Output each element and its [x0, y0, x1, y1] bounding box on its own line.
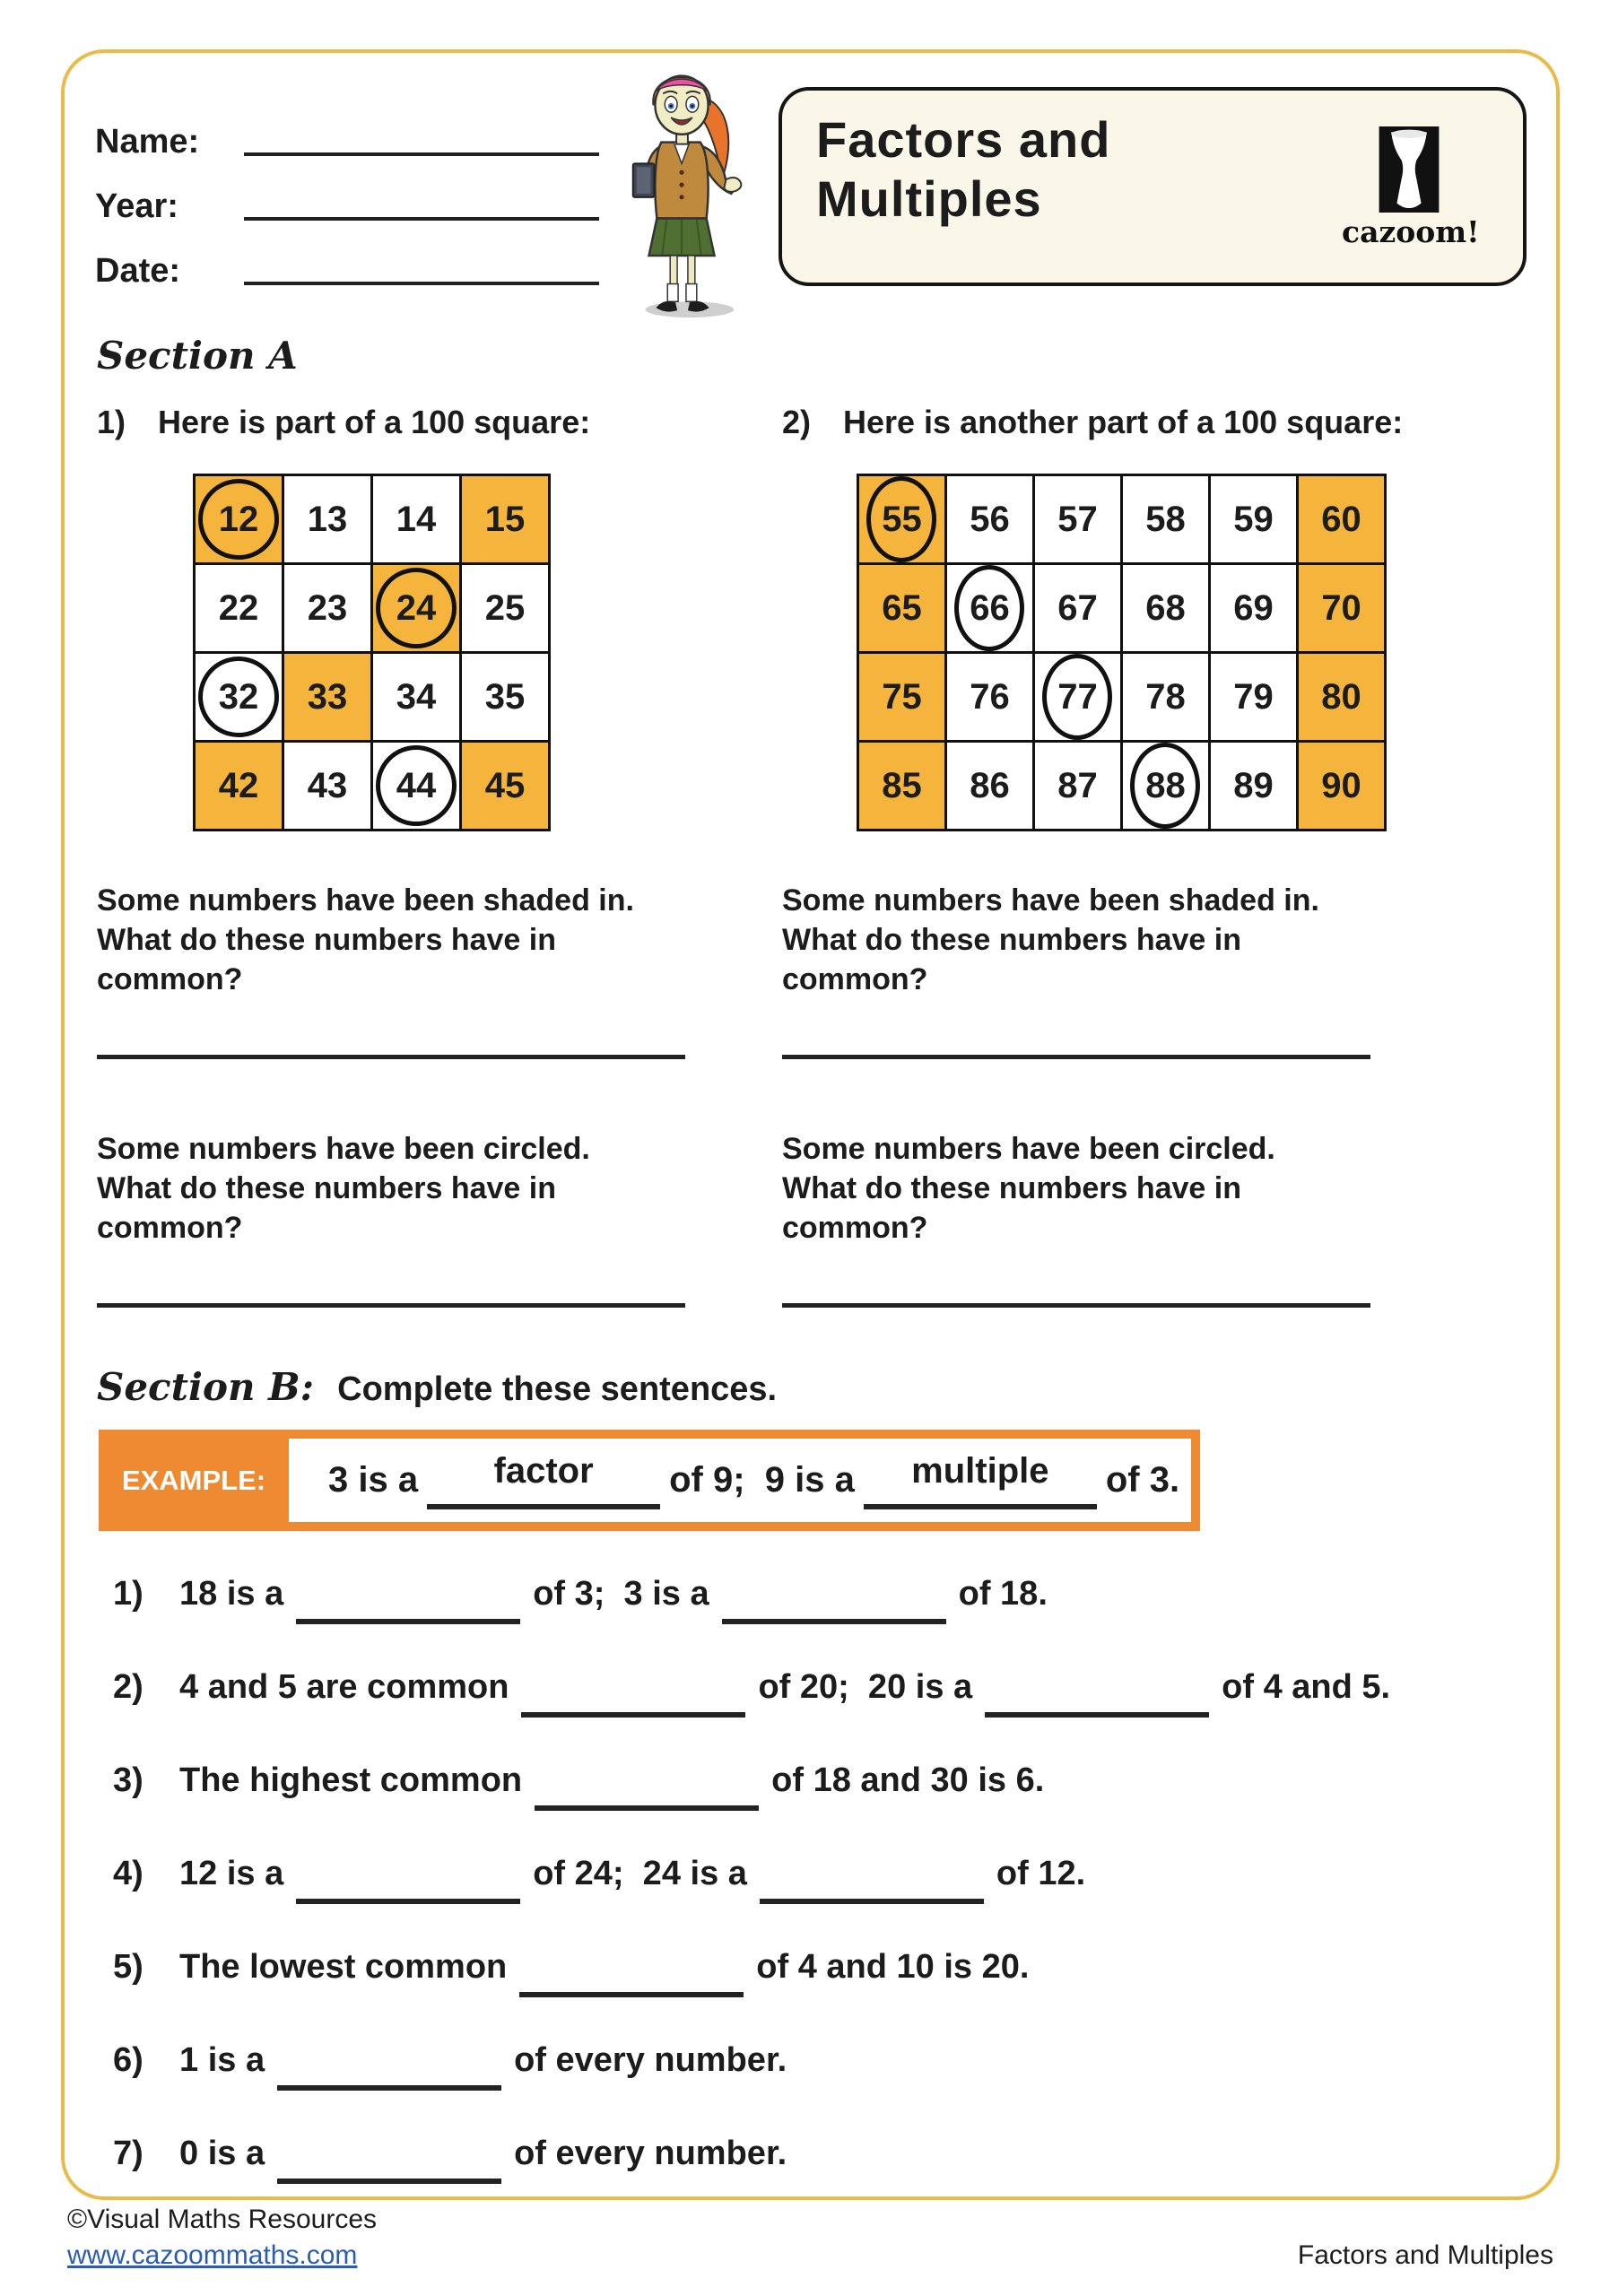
grid-1-prompts	[97, 881, 691, 1308]
answer-blank[interactable]	[296, 1592, 520, 1624]
worksheet-title	[816, 110, 1110, 229]
grid-cell-14	[373, 476, 459, 562]
grid-cell-33	[284, 654, 370, 740]
footer-website-link[interactable]: www.cazoommaths.com	[67, 2240, 358, 2270]
answer-blank[interactable]	[760, 1872, 984, 1904]
cell-number: 79	[1233, 676, 1274, 717]
grid-cell-68	[1123, 565, 1208, 651]
answer-blank[interactable]	[277, 2152, 501, 2184]
circle-mark	[376, 568, 457, 648]
cell-number: 15	[484, 499, 526, 539]
sentence-number: 7)	[113, 2135, 144, 2172]
cell-number: 14	[396, 499, 437, 539]
prompt-line: common?	[97, 962, 243, 996]
prompt-line: common?	[782, 962, 928, 996]
grid-2-prompts	[782, 881, 1376, 1308]
cell-number: 23	[307, 587, 348, 628]
sentence-text: of 9; 9 is a	[669, 1460, 855, 1500]
example-sentence	[289, 1439, 1191, 1522]
cazoom-logo-icon	[1377, 126, 1441, 213]
sentence-item	[113, 1855, 1512, 1948]
grid-cell-78	[1123, 654, 1208, 740]
sentence-text: of 12.	[996, 1855, 1086, 1892]
cell-number: 69	[1233, 587, 1274, 628]
grid-cell-15	[462, 476, 548, 562]
sentence-list	[113, 1575, 1512, 2228]
grid-cell-89	[1211, 743, 1296, 829]
cell-number: 88	[1145, 765, 1186, 805]
grid-cell-55	[859, 476, 944, 562]
prompt-line: Some numbers have been circled.	[782, 1132, 1275, 1166]
grid-cell-85	[859, 743, 944, 829]
section-b-heading	[97, 1365, 777, 1409]
sentence-body	[179, 1855, 1085, 1904]
sentence-text: of 3.	[1105, 1460, 1180, 1500]
question-1	[97, 404, 590, 441]
sentence-number: 3)	[113, 1761, 144, 1799]
header-field-row	[95, 100, 599, 165]
sentence-text: of 18 and 30 is 6.	[771, 1761, 1045, 1799]
grid-cell-75	[859, 654, 944, 740]
grid-cell-88	[1123, 743, 1208, 829]
cell-number: 44	[396, 765, 437, 805]
cell-number: 42	[218, 765, 259, 805]
sentence-text: of 4 and 5.	[1222, 1668, 1391, 1706]
question-2-text: Here is another part of a 100 square:	[843, 404, 1404, 440]
sentence-item	[113, 1575, 1512, 1668]
sentence-text: of 3; 3 is a	[533, 1575, 709, 1613]
sentence-text: 3 is a	[328, 1460, 419, 1500]
title-line-1: Factors and	[816, 111, 1111, 168]
cell-number: 86	[970, 765, 1010, 805]
answer-write-line[interactable]	[97, 1303, 685, 1308]
grid-cell-67	[1035, 565, 1120, 651]
sentence-number: 6)	[113, 2041, 144, 2079]
cell-number: 77	[1057, 676, 1098, 717]
sentence-text: The lowest common	[179, 1948, 508, 1986]
circle-mark	[1042, 654, 1112, 740]
question-2	[782, 404, 1403, 441]
grid-cell-44	[373, 743, 459, 829]
shaded-question	[97, 881, 691, 999]
cell-number: 34	[396, 676, 437, 717]
grid-cell-76	[947, 654, 1032, 740]
sentence-text: 12 is a	[179, 1855, 284, 1892]
cell-number: 45	[484, 765, 526, 805]
prompt-line: Some numbers have been shaded in.	[782, 883, 1319, 918]
grid-cell-23	[284, 565, 370, 651]
hand	[724, 178, 741, 192]
circle-mark	[954, 565, 1024, 651]
circle-mark	[376, 745, 457, 826]
cell-number: 78	[1145, 676, 1186, 717]
question-1-text: Here is part of a 100 square:	[158, 404, 591, 440]
cell-number: 57	[1057, 499, 1098, 539]
cell-number: 33	[307, 676, 348, 717]
title-box	[779, 87, 1527, 286]
prompt-line: common?	[782, 1211, 928, 1245]
circle-mark	[198, 657, 279, 737]
section-b-label: Section B:	[97, 1365, 315, 1409]
circled-question	[97, 1129, 691, 1248]
sentence-text: of 4 and 10 is 20.	[756, 1948, 1030, 1986]
cell-number: 55	[882, 499, 922, 539]
grid-cell-22	[196, 565, 282, 651]
prompt-line: What do these numbers have in	[782, 1171, 1241, 1205]
field-label: Year:	[95, 187, 178, 225]
cell-number: 35	[484, 676, 526, 717]
sentence-body	[179, 1948, 1029, 1997]
answer-blank[interactable]	[985, 1685, 1209, 1718]
answer-write-line[interactable]	[782, 1303, 1370, 1308]
cell-number: 60	[1321, 499, 1361, 539]
sentence-body	[179, 2135, 787, 2184]
grid-cell-70	[1299, 565, 1384, 651]
circled-question	[782, 1129, 1376, 1248]
header-field-row	[95, 230, 599, 294]
circle-mark	[1130, 743, 1200, 829]
cell-number: 67	[1057, 587, 1098, 628]
grid-cell-90	[1299, 743, 1384, 829]
grid-cell-66	[947, 565, 1032, 651]
sentence-text: of every number.	[514, 2135, 787, 2172]
book-pages	[637, 167, 651, 194]
prompt-line: What do these numbers have in	[97, 923, 556, 957]
answer-blank[interactable]	[722, 1592, 946, 1624]
cell-number: 25	[484, 587, 526, 628]
grid-cell-56	[947, 476, 1032, 562]
footer-copyright: ©Visual Maths Resources	[67, 2205, 378, 2234]
sentence-item	[113, 1948, 1512, 2041]
cell-number: 87	[1057, 765, 1098, 805]
answer-blank[interactable]	[519, 1965, 744, 1997]
example-filled-blank: factor	[427, 1451, 660, 1509]
cazoom-logo-text: cazoom!	[1342, 214, 1480, 249]
cazoom-logo	[1342, 126, 1480, 249]
sentence-number: 1)	[113, 1575, 144, 1613]
field-write-line[interactable]	[244, 282, 599, 285]
grid-cell-58	[1123, 476, 1208, 562]
sentence-number: 4)	[113, 1855, 144, 1892]
question-2-number: 2)	[782, 404, 812, 440]
sentence-body	[179, 1575, 1048, 1624]
cell-number: 80	[1321, 676, 1361, 717]
field-write-line[interactable]	[244, 217, 599, 221]
title-line-2: Multiples	[816, 170, 1042, 227]
sentence-text: of 18.	[958, 1575, 1048, 1613]
sentence-item	[113, 2041, 1512, 2135]
grid-cell-24	[373, 565, 459, 651]
cell-number: 68	[1145, 587, 1186, 628]
cell-number: 66	[970, 587, 1010, 628]
sentence-text: 18 is a	[179, 1575, 284, 1613]
grid-cell-35	[462, 654, 548, 740]
sentence-text: of 20; 20 is a	[758, 1668, 973, 1706]
answer-blank[interactable]	[277, 2058, 501, 2091]
sentence-text: 1 is a	[179, 2041, 265, 2079]
prompt-line: What do these numbers have in	[782, 923, 1241, 957]
cell-number: 58	[1145, 499, 1186, 539]
sentence-body	[179, 2041, 787, 2091]
cell-number: 59	[1233, 499, 1274, 539]
answer-write-line[interactable]	[97, 1055, 685, 1059]
section-b-instruction: Complete these sentences.	[337, 1370, 778, 1408]
sentence-body	[179, 1761, 1044, 1811]
grid-cell-25	[462, 565, 548, 651]
field-label: Name:	[95, 123, 200, 161]
cell-number: 90	[1321, 765, 1361, 805]
example-box	[99, 1430, 1200, 1531]
hundred-square-grid-2	[857, 474, 1387, 831]
grid-cell-86	[947, 743, 1032, 829]
grid-cell-12	[196, 476, 282, 562]
header-fields	[95, 100, 599, 294]
sock	[686, 284, 697, 302]
prompt-line: What do these numbers have in	[97, 1171, 556, 1205]
schoolgirl-illustration	[606, 54, 761, 319]
cell-number: 85	[882, 765, 922, 805]
answer-blank[interactable]	[535, 1779, 759, 1811]
cell-number: 65	[882, 587, 922, 628]
cell-number: 22	[218, 587, 259, 628]
answer-blank[interactable]	[521, 1685, 745, 1718]
cell-number: 70	[1321, 587, 1361, 628]
field-label: Date:	[95, 252, 181, 290]
circle-mark	[866, 476, 936, 562]
section-a-heading: Section A	[97, 334, 298, 378]
grid-cell-57	[1035, 476, 1120, 562]
sentence-text: 0 is a	[179, 2135, 265, 2172]
sentence-item	[113, 1761, 1512, 1855]
prompt-line: common?	[97, 1211, 243, 1245]
cell-number: 24	[396, 587, 437, 628]
cell-number: 43	[307, 765, 348, 805]
cell-number: 32	[218, 676, 259, 717]
cell-number: 89	[1233, 765, 1274, 805]
grid-cell-60	[1299, 476, 1384, 562]
sentence-text: of 24; 24 is a	[533, 1855, 747, 1892]
sentence-item	[113, 1668, 1512, 1761]
shaded-question	[782, 881, 1376, 999]
grid-cell-32	[196, 654, 282, 740]
grid-cell-65	[859, 565, 944, 651]
answer-write-line[interactable]	[782, 1055, 1370, 1059]
sentence-text: 4 and 5 are common	[179, 1668, 509, 1706]
footer-worksheet-name: Factors and Multiples	[1297, 2240, 1553, 2270]
grid-cell-87	[1035, 743, 1120, 829]
grid-cell-80	[1299, 654, 1384, 740]
grid-cell-43	[284, 743, 370, 829]
grid-cell-69	[1211, 565, 1296, 651]
prompt-line: Some numbers have been circled.	[97, 1132, 590, 1166]
grid-cell-45	[462, 743, 548, 829]
answer-blank[interactable]	[296, 1872, 520, 1904]
example-label: EXAMPLE:	[121, 1464, 266, 1496]
prompt-line: Some numbers have been shaded in.	[97, 883, 634, 918]
sentence-text: The highest common	[179, 1761, 523, 1799]
sock	[667, 284, 678, 302]
grid-cell-42	[196, 743, 282, 829]
grid-cell-79	[1211, 654, 1296, 740]
sentence-text: of every number.	[514, 2041, 787, 2079]
cell-number: 76	[970, 676, 1010, 717]
cell-number: 56	[970, 499, 1010, 539]
grid-cell-13	[284, 476, 370, 562]
grid-cell-77	[1035, 654, 1120, 740]
grid-cell-34	[373, 654, 459, 740]
field-write-line[interactable]	[244, 152, 599, 156]
header-field-row	[95, 165, 599, 230]
example-filled-blank: multiple	[864, 1451, 1097, 1509]
cell-number: 12	[218, 499, 259, 539]
question-1-number: 1)	[97, 404, 126, 440]
sentence-body	[179, 1668, 1390, 1718]
sentence-number: 5)	[113, 1948, 144, 1986]
circle-mark	[198, 479, 279, 560]
cell-number: 13	[307, 499, 348, 539]
hundred-square-grid-1	[193, 474, 551, 831]
sentence-number: 2)	[113, 1668, 144, 1706]
grid-cell-59	[1211, 476, 1296, 562]
cell-number: 75	[882, 676, 922, 717]
